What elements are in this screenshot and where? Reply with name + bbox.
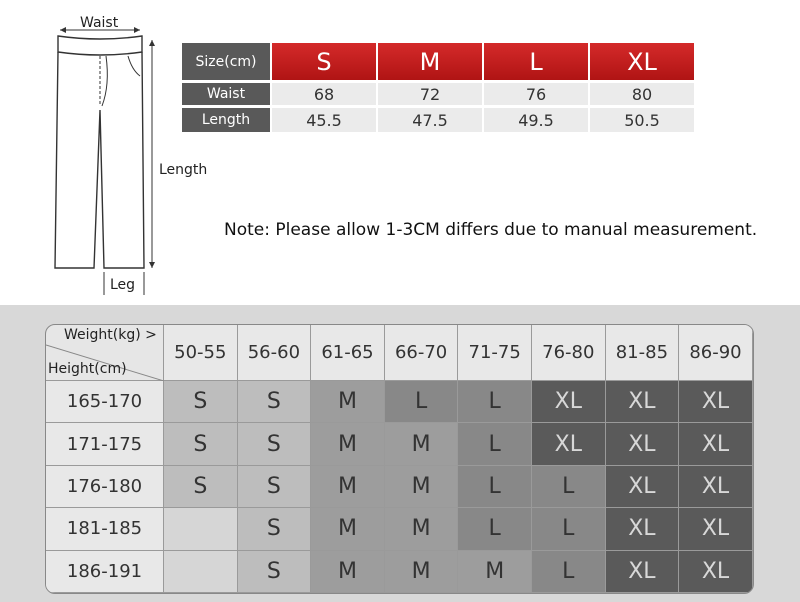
size-cell: M [458, 551, 532, 593]
weight-header-cell: 50-55 [164, 325, 238, 381]
size-cell: M [385, 551, 459, 593]
size-cell: L [532, 466, 606, 508]
measurement-note: Note: Please allow 1-3CM differs due to manual measurement. [224, 220, 758, 240]
weight-header-cell: 71-75 [458, 325, 532, 381]
size-cell: M [385, 466, 459, 508]
size-cell: M [385, 423, 459, 465]
size-cell: XL [606, 381, 680, 423]
length-label: Length [159, 162, 208, 178]
weight-header-cell: 86-90 [679, 325, 753, 381]
length-row-label: Length [182, 108, 270, 132]
size-cell: XL [532, 381, 606, 423]
length-m-value: 47.5 [378, 108, 482, 132]
size-cell: XL [679, 381, 753, 423]
length-l-value: 49.5 [484, 108, 588, 132]
size-cell: M [385, 508, 459, 550]
size-cell: L [458, 423, 532, 465]
size-cell: L [385, 381, 459, 423]
waist-xl-value: 80 [590, 83, 694, 105]
size-cell: XL [606, 423, 680, 465]
size-cell: M [311, 508, 385, 550]
height-row-label: 176-180 [46, 466, 164, 508]
corner-weight-label: Weight(kg) > [64, 327, 157, 343]
waist-m-value: 72 [378, 83, 482, 105]
leg-label: Leg [110, 277, 136, 293]
size-cell: S [238, 423, 312, 465]
size-s-header: S [272, 43, 376, 80]
size-cell: XL [606, 551, 680, 593]
size-cell: XL [532, 423, 606, 465]
size-cell [164, 508, 238, 550]
size-cell: L [458, 466, 532, 508]
waist-l-value: 76 [484, 83, 588, 105]
weight-header-cell: 61-65 [311, 325, 385, 381]
height-row-label: 186-191 [46, 551, 164, 593]
size-cell: L [532, 551, 606, 593]
length-xl-value: 50.5 [590, 108, 694, 132]
height-row-label: 171-175 [46, 423, 164, 465]
size-cell: XL [606, 466, 680, 508]
size-cell: M [311, 551, 385, 593]
size-cell: L [532, 508, 606, 550]
weight-header-cell: 66-70 [385, 325, 459, 381]
waist-label: Waist [80, 15, 119, 31]
size-cell: M [311, 423, 385, 465]
corner-height-label: Height(cm) [48, 361, 127, 377]
size-cell: XL [679, 423, 753, 465]
size-cell: L [458, 381, 532, 423]
grid-corner-cell [46, 325, 164, 381]
size-cell: S [238, 508, 312, 550]
size-cell: S [164, 381, 238, 423]
size-m-header: M [378, 43, 482, 80]
size-table [182, 43, 694, 135]
weight-header-cell: 56-60 [238, 325, 312, 381]
size-cell: L [458, 508, 532, 550]
size-cell: XL [606, 508, 680, 550]
size-cell: M [311, 381, 385, 423]
waist-s-value: 68 [272, 83, 376, 105]
waist-row-label: Waist [182, 83, 270, 105]
size-cell: S [238, 381, 312, 423]
size-cell: S [238, 551, 312, 593]
weight-header-cell: 76-80 [532, 325, 606, 381]
height-row-label: 181-185 [46, 508, 164, 550]
size-cell: S [164, 466, 238, 508]
size-xl-header: XL [590, 43, 694, 80]
size-cell: XL [679, 508, 753, 550]
size-cell: S [164, 423, 238, 465]
size-cell: XL [679, 551, 753, 593]
size-cell: XL [679, 466, 753, 508]
height-row-label: 165-170 [46, 381, 164, 423]
size-l-header: L [484, 43, 588, 80]
length-s-value: 45.5 [272, 108, 376, 132]
size-cell [164, 551, 238, 593]
size-cell: M [311, 466, 385, 508]
size-recommendation-grid [45, 324, 754, 594]
weight-header-cell: 81-85 [606, 325, 680, 381]
size-cell: S [238, 466, 312, 508]
size-header-cell: Size(cm) [182, 43, 270, 80]
